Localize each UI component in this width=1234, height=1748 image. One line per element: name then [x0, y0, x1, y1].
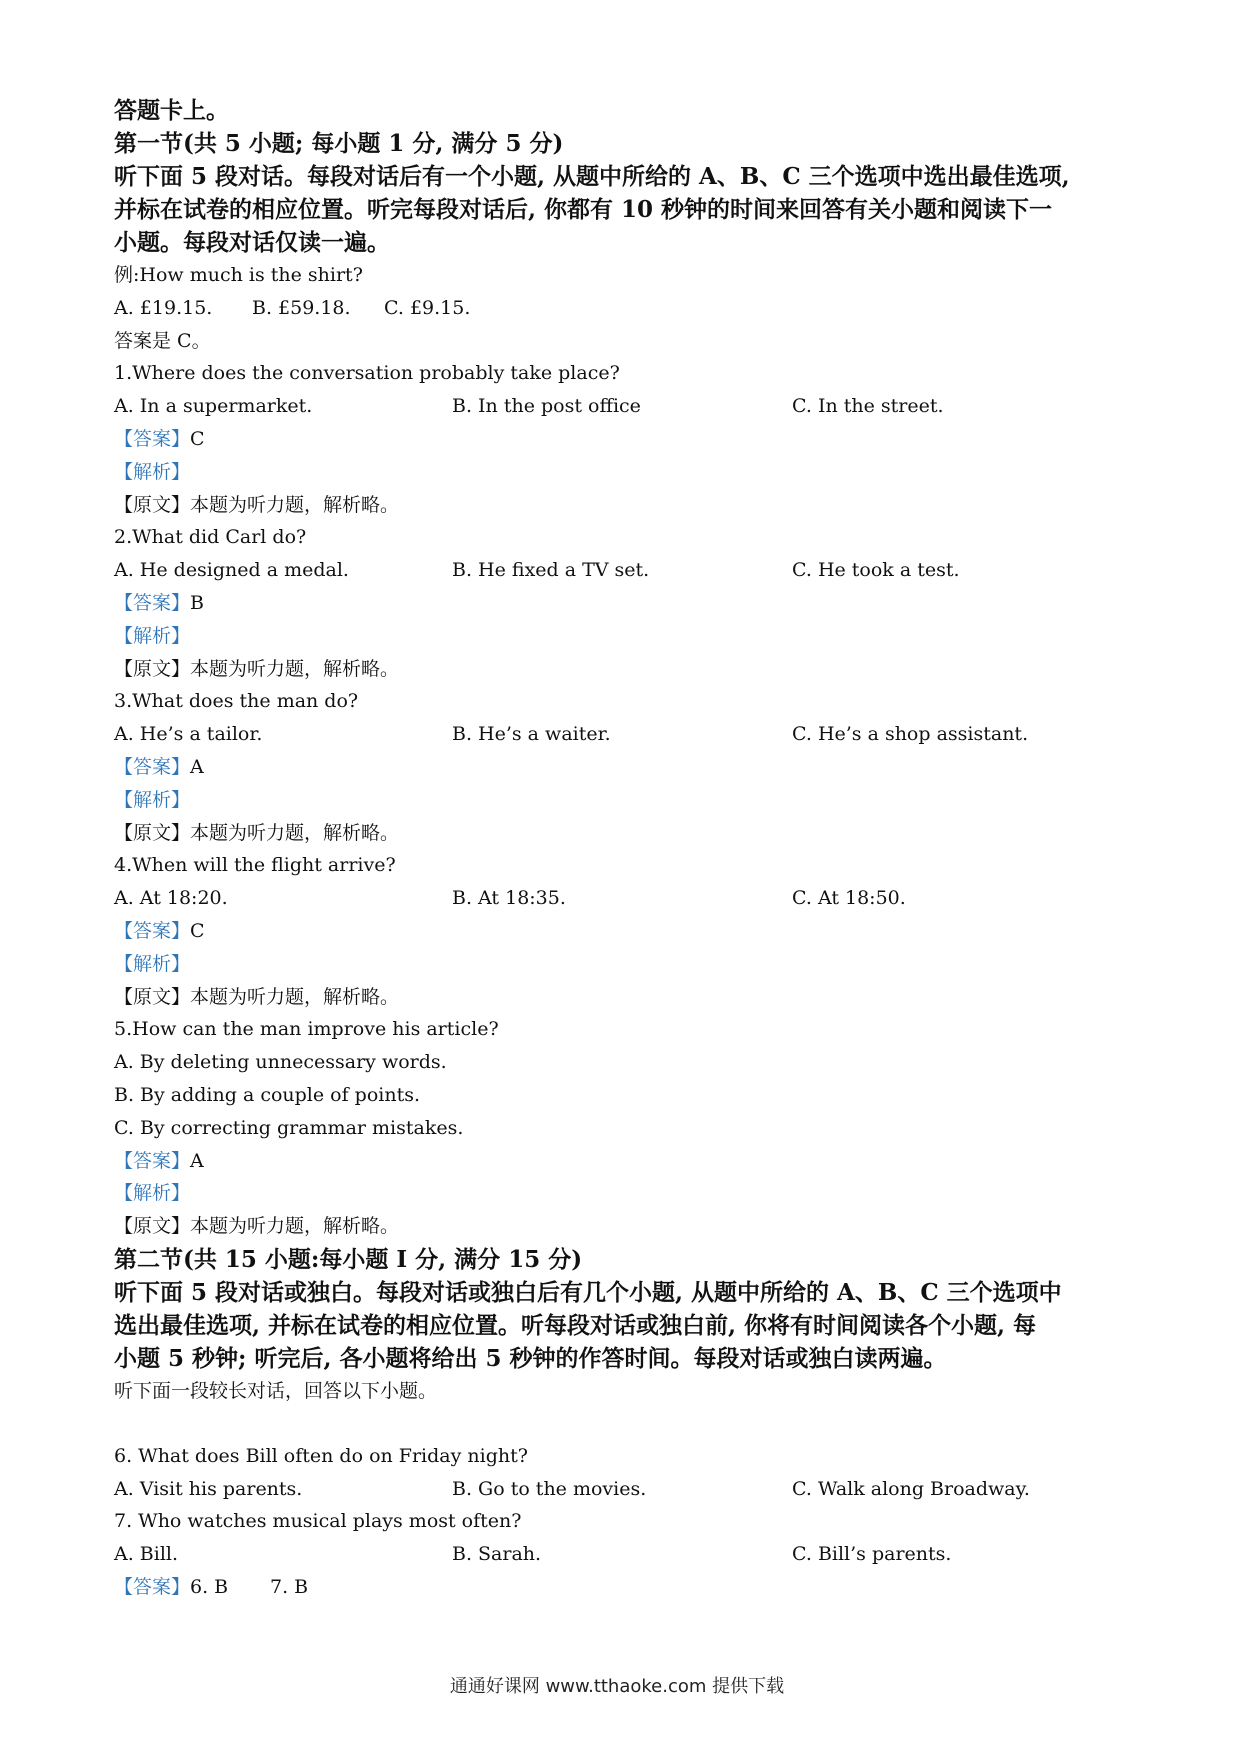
question-1: 1.Where does the conversation probably take place?: [114, 362, 620, 385]
question-6: 6. What does Bill often do on Friday night?: [114, 1444, 528, 1467]
example-question: 例:How much is the shirt?: [114, 264, 363, 286]
option-b: B. He fixed a TV set.: [452, 559, 650, 582]
option-a: A. Visit his parents.: [114, 1477, 303, 1500]
question-2-options: [114, 554, 1124, 587]
answer-value: C: [190, 919, 205, 942]
answer-label: 【答案】: [114, 1575, 191, 1598]
section-2-title: 第二节(共 15 小题:每小题 I 分, 满分 15 分): [114, 1245, 583, 1273]
answer-line: [114, 751, 1124, 784]
answer-label: 【答案】: [114, 1149, 191, 1172]
question-7: 7. Who watches musical plays most often?: [114, 1510, 522, 1533]
question-3: 3.What does the man do?: [114, 690, 359, 713]
section-1-instruction: 并标在试卷的相应位置。听完每段对话后, 你都有 10 秒钟的时间来回答有关小题和阅读下一: [114, 196, 1053, 223]
answer-value: B: [190, 591, 204, 614]
original-label: 【原文】: [114, 1215, 191, 1238]
original-text: 本题为听力题，解析略。: [190, 657, 400, 680]
analysis-label: 【解析】: [114, 952, 191, 975]
option-c: C. Walk along Broadway.: [792, 1477, 1030, 1500]
example-answer: 答案是 C。: [114, 329, 211, 352]
section-2-subinstruction: 听下面一段较长对话，回答以下小题。: [114, 1379, 438, 1402]
option-b: B. In the post office: [452, 395, 641, 418]
original-label: 【原文】: [114, 985, 191, 1008]
footer-source: 通通好课网 www.tthaoke.com 提供下载: [449, 1676, 785, 1697]
answer-line: [114, 423, 1124, 456]
option-a: A. By deleting unnecessary words.: [114, 1051, 447, 1074]
option-a: A. At 18:20.: [114, 887, 228, 910]
option-b: B. By adding a couple of points.: [114, 1083, 421, 1106]
answer-value: C: [190, 427, 205, 450]
option-c: C. He took a test.: [792, 559, 960, 582]
answer-label: 【答案】: [114, 755, 191, 778]
answer-line: [114, 587, 1124, 620]
section-1-instruction: 小题。每段对话仅读一遍。: [114, 229, 390, 256]
option-b: B. Go to the movies.: [452, 1477, 647, 1500]
original-line: [114, 981, 1124, 1014]
option-b: B. At 18:35.: [452, 887, 566, 910]
original-text: 本题为听力题，解析略。: [190, 821, 400, 844]
section-2-instruction: 听下面 5 段对话或独白。每段对话或独白后有几个小题, 从题中所给的 A、B、C 三个选项中: [114, 1278, 1062, 1306]
option-c: C. In the street.: [792, 395, 944, 418]
option-a: A. Bill.: [114, 1543, 179, 1566]
original-label: 【原文】: [114, 657, 191, 680]
option-a: A. He’s a tailor.: [114, 723, 263, 746]
analysis-label: 【解析】: [114, 1182, 191, 1205]
option-b: B. Sarah.: [452, 1543, 542, 1566]
original-label: 【原文】: [114, 493, 191, 516]
option-c: C. He’s a shop assistant.: [792, 723, 1029, 746]
question-5: 5.How can the man improve his article?: [114, 1018, 499, 1041]
answer-line: [114, 915, 1124, 948]
answer-line-6-7: [114, 1571, 1124, 1604]
question-2: 2.What did Carl do?: [114, 526, 307, 549]
intro-line: 答题卡上。: [114, 97, 229, 124]
analysis-label: 【解析】: [114, 624, 191, 647]
option-c: C. At 18:50.: [792, 887, 906, 910]
original-line: [114, 817, 1124, 850]
answer-line: [114, 1145, 1124, 1178]
original-text: 本题为听力题，解析略。: [190, 493, 400, 516]
question-1-options: [114, 390, 1124, 423]
blank-spacer: [114, 1408, 1124, 1440]
question-6-options: [114, 1473, 1124, 1506]
question-4: 4.When will the flight arrive?: [114, 854, 396, 877]
answer-value: A: [190, 1149, 204, 1172]
option-b: B. He’s a waiter.: [452, 723, 611, 746]
answer-label: 【答案】: [114, 919, 191, 942]
analysis-label: 【解析】: [114, 460, 191, 483]
answer-label: 【答案】: [114, 427, 191, 450]
answer-value-6: 6. B: [190, 1575, 229, 1598]
example-option-c: C. £9.15.: [384, 296, 471, 319]
option-c: C. Bill’s parents.: [792, 1543, 952, 1566]
question-4-options: [114, 882, 1124, 915]
section-1-instruction: 听下面 5 段对话。每段对话后有一个小题, 从题中所给的 A、B、C 三个选项中选出最佳选项,: [114, 163, 1070, 190]
example-options: [114, 292, 1124, 325]
section-2-instruction: 选出最佳选项, 并标在试卷的相应位置。听每段对话或独白前, 你将有时间阅读各个小题, 每: [114, 1311, 1037, 1339]
answer-value-7: 7. B: [270, 1575, 309, 1598]
option-a: A. In a supermarket.: [114, 395, 313, 418]
example-option-b: B. £59.18.: [252, 296, 351, 319]
question-3-options: [114, 718, 1124, 751]
option-a: A. He designed a medal.: [114, 559, 349, 582]
section-1-title: 第一节(共 5 小题; 每小题 1 分, 满分 5 分): [114, 130, 564, 157]
document-page: [114, 94, 1124, 1604]
example-option-a: A. £19.15.: [114, 296, 213, 319]
original-line: [114, 1210, 1124, 1243]
answer-label: 【答案】: [114, 591, 191, 614]
question-7-options: [114, 1538, 1124, 1571]
original-text: 本题为听力题，解析略。: [190, 1215, 400, 1238]
option-c: C. By correcting grammar mistakes.: [114, 1116, 464, 1139]
original-line: [114, 489, 1124, 522]
answer-value: A: [190, 755, 204, 778]
original-label: 【原文】: [114, 821, 191, 844]
analysis-label: 【解析】: [114, 788, 191, 811]
original-text: 本题为听力题，解析略。: [190, 985, 400, 1008]
original-line: [114, 653, 1124, 686]
section-2-instruction: 小题 5 秒钟; 听完后, 各小题将给出 5 秒钟的作答时间。每段对话或独白读两遍。: [114, 1344, 947, 1372]
